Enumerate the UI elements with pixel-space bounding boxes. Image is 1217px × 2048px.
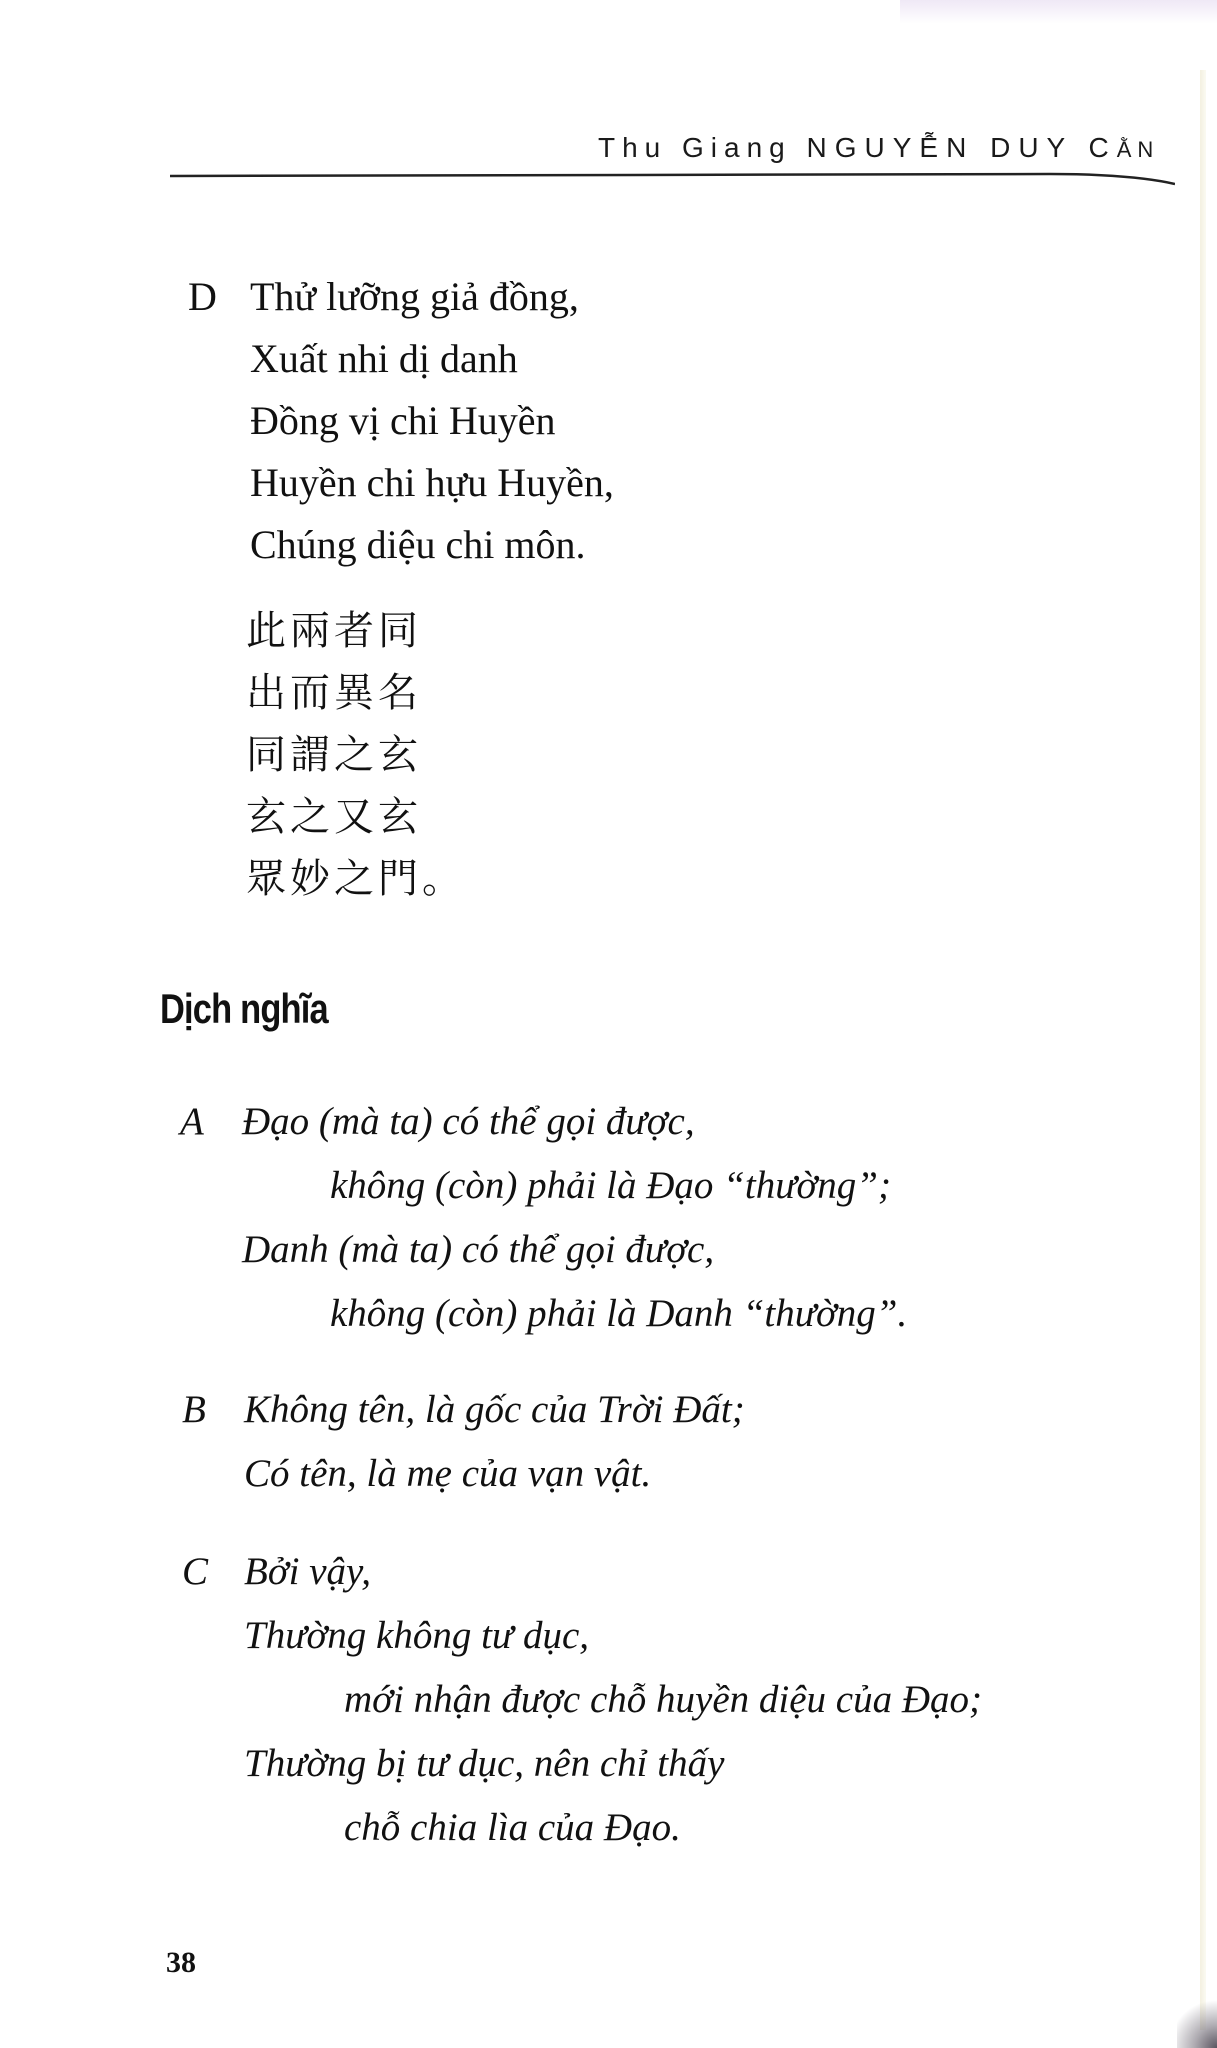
stanza-mark: D (188, 274, 217, 319)
translation-line-text: Đạo (mà ta) có thể gọi được, (242, 1100, 695, 1143)
translation-line-text: Thường không tư dục, (244, 1614, 590, 1657)
header-rule (170, 168, 1175, 186)
author-given-name: Thu Giang (598, 132, 792, 163)
stanza-line-text: Đồng vị chi Huyền (250, 398, 556, 443)
stanza-line-text: Huyền chi hựu Huyền, (250, 460, 614, 505)
translation-line-text: Bởi vậy, (244, 1550, 371, 1593)
chinese-original-text (246, 600, 466, 910)
stanza-mark: B (182, 1388, 206, 1431)
author-family-name-tail: ẰN (1116, 137, 1160, 162)
section-title: Dịch nghĩa (160, 985, 328, 1032)
stanza-line-text: Xuất nhi dị danh (250, 336, 518, 381)
translation-line-text: mới nhận được chỗ huyền diệu của Đạo; (344, 1678, 982, 1721)
chinese-line: 此兩者同 (246, 608, 422, 654)
page-number: 38 (166, 1946, 196, 1979)
page-corner-shadow (1177, 1998, 1217, 2048)
chinese-line: 玄之又玄 (246, 794, 422, 840)
translation-line-text: Có tên, là mẹ của vạn vật. (244, 1452, 652, 1495)
translation-line-text: chỗ chia lìa của Đạo. (344, 1806, 681, 1849)
author-family-name: NGUYỄN DUY C (806, 132, 1117, 163)
translation-line-text: không (còn) phải là Đạo “thường”; (330, 1164, 891, 1207)
stanza-mark: C (182, 1550, 209, 1593)
stanza-mark: A (180, 1100, 204, 1143)
running-head (598, 132, 1159, 164)
translation-line-text: không (còn) phải là Danh “thường”. (330, 1292, 908, 1335)
translation-line-text: Danh (mà ta) có thể gọi được, (242, 1228, 715, 1271)
page-edge (1200, 70, 1206, 2030)
stanza-line-text: Chúng diệu chi môn. (250, 522, 586, 567)
translation-line-text: Không tên, là gốc của Trời Đất; (244, 1388, 745, 1431)
stanza-line-text: Thử lưỡng giả đồng, (250, 274, 579, 319)
chinese-line: 出而異名 (246, 670, 422, 716)
scan-top-shade (900, 0, 1217, 24)
chinese-line: 眾妙之門。 (246, 856, 466, 902)
chinese-line: 同謂之玄 (246, 732, 422, 778)
translation-line-text: Thường bị tư dục, nên chỉ thấy (244, 1742, 725, 1785)
